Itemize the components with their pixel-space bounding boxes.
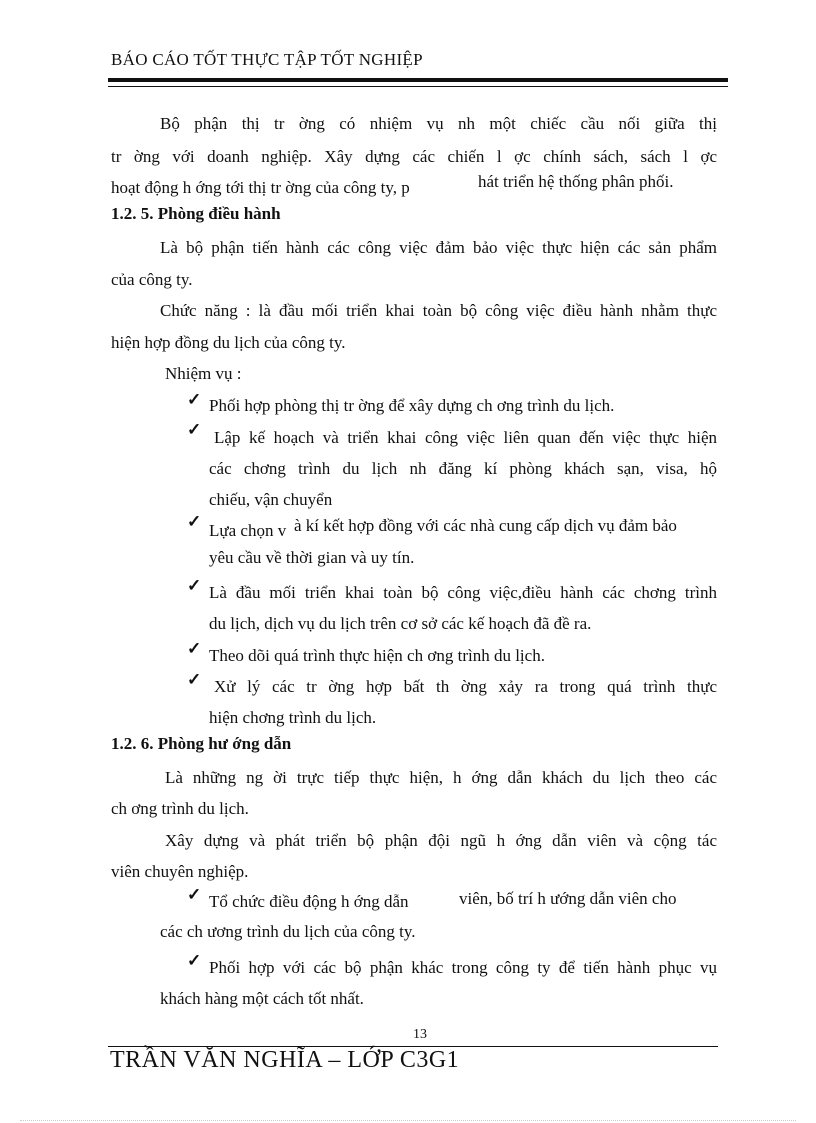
intro-line-2: tr ờng với doanh nghiệp. Xây dựng các chiến l ợc chính sách, sách l ợc xyxy=(111,147,717,166)
intro-line-1: Bộ phận thị tr ờng có nhiệm vụ nh một chiếc cầu nối giữa thị xyxy=(160,114,717,133)
check-mark-icon: ✓ xyxy=(187,639,202,658)
bullet-4-line-1: Là đầu mối triển khai toàn bộ công việc,điều hành các chơng trình xyxy=(209,583,717,602)
check-mark-icon: ✓ xyxy=(187,670,202,689)
check-mark-icon: ✓ xyxy=(187,576,202,595)
s2-p2-line-2: viên chuyên nghiệp. xyxy=(111,862,249,881)
s1-p1-line-2: của công ty. xyxy=(111,270,193,289)
bullet-2-line-2: các chơng trình du lịch nh đăng kí phòng khách sạn, visa, hộ xyxy=(209,459,717,478)
bullet-5-line-1: Theo dõi quá trình thực hiện ch ơng trình du lịch. xyxy=(209,646,545,665)
bullet-2-line-3: chiếu, vận chuyển xyxy=(209,490,333,509)
bullet-2-line-1: Lập kế hoạch và triển khai công việc liên quan đến việc thực hiện xyxy=(214,428,717,447)
bullet-6-line-2: hiện chơng trình du lịch. xyxy=(209,708,377,727)
section-heading-huong-dan: 1.2. 6. Phòng hư ớng dẫn xyxy=(111,734,292,753)
s2-bullet-1-line-1b: viên, bố trí h ướng dẫn viên cho xyxy=(459,889,677,908)
header-title: BÁO CÁO TỐT THỰC TẬP TỐT NGHIỆP xyxy=(111,50,423,69)
check-mark-icon: ✓ xyxy=(187,512,202,531)
bullet-3-line-1a: Lựa chọn v xyxy=(209,521,287,540)
s2-bullet-1-line-2: các ch ương trình du lịch của công ty. xyxy=(160,922,416,941)
check-mark-icon: ✓ xyxy=(187,885,202,904)
page-edge-divider xyxy=(20,1120,796,1121)
s2-bullet-1-line-1a: Tổ chức điều động h ớng dẫn xyxy=(209,892,409,911)
s2-p2-line-1: Xây dựng và phát triển bộ phận đội ngũ h ớng dẫn viên và cộng tác xyxy=(165,831,717,850)
footer-author: TRẦN VĂN NGHĨA – LỚP C3G1 xyxy=(110,1047,460,1073)
s1-p1-line-1: Là bộ phận tiến hành các công việc đảm bảo việc thực hiện các sản phẩm xyxy=(160,238,717,257)
bullet-4-line-2: du lịch, dịch vụ du lịch trên cơ sở các kế hoạch đã đề ra. xyxy=(209,614,592,633)
s2-bullet-2-line-1: Phối hợp với các bộ phận khác trong công ty để tiến hành phục vụ xyxy=(209,958,717,977)
s1-p2-line-1: Chức năng : là đầu mối triển khai toàn bộ công việc điều hành nhằm thực xyxy=(160,301,717,320)
intro-line-3a: hoạt động h ớng tới thị tr ờng của công ty, p xyxy=(111,178,410,197)
duties-label: Nhiệm vụ : xyxy=(165,364,242,383)
check-mark-icon: ✓ xyxy=(187,420,202,439)
header-rule-thin xyxy=(108,86,728,87)
bullet-3-line-2: yêu cầu về thời gian và uy tín. xyxy=(209,548,415,567)
check-mark-icon: ✓ xyxy=(187,951,202,970)
page-number: 13 xyxy=(413,1027,427,1042)
intro-line-3b: hát triển hệ thống phân phối. xyxy=(478,172,674,191)
s1-p2-line-2: hiện hợp đồng du lịch của công ty. xyxy=(111,333,346,352)
section-heading-dieu-hanh: 1.2. 5. Phòng điều hành xyxy=(111,204,281,223)
bullet-3-line-1b: à kí kết hợp đồng với các nhà cung cấp dịch vụ đảm bảo xyxy=(294,516,677,535)
header-rule-thick xyxy=(108,78,728,82)
bullet-6-line-1: Xử lý các tr ờng hợp bất th ờng xảy ra trong quá trình thực xyxy=(214,677,717,696)
s2-p1-line-2: ch ơng trình du lịch. xyxy=(111,799,249,818)
s2-p1-line-1: Là những ng ời trực tiếp thực hiện, h ớng dẫn khách du lịch theo các xyxy=(165,768,717,787)
bullet-1-line-1: Phối hợp phòng thị tr ờng để xây dựng ch ơng trình du lịch. xyxy=(209,396,615,415)
check-mark-icon: ✓ xyxy=(187,390,202,409)
s2-bullet-2-line-2: khách hàng một cách tốt nhất. xyxy=(160,989,364,1008)
